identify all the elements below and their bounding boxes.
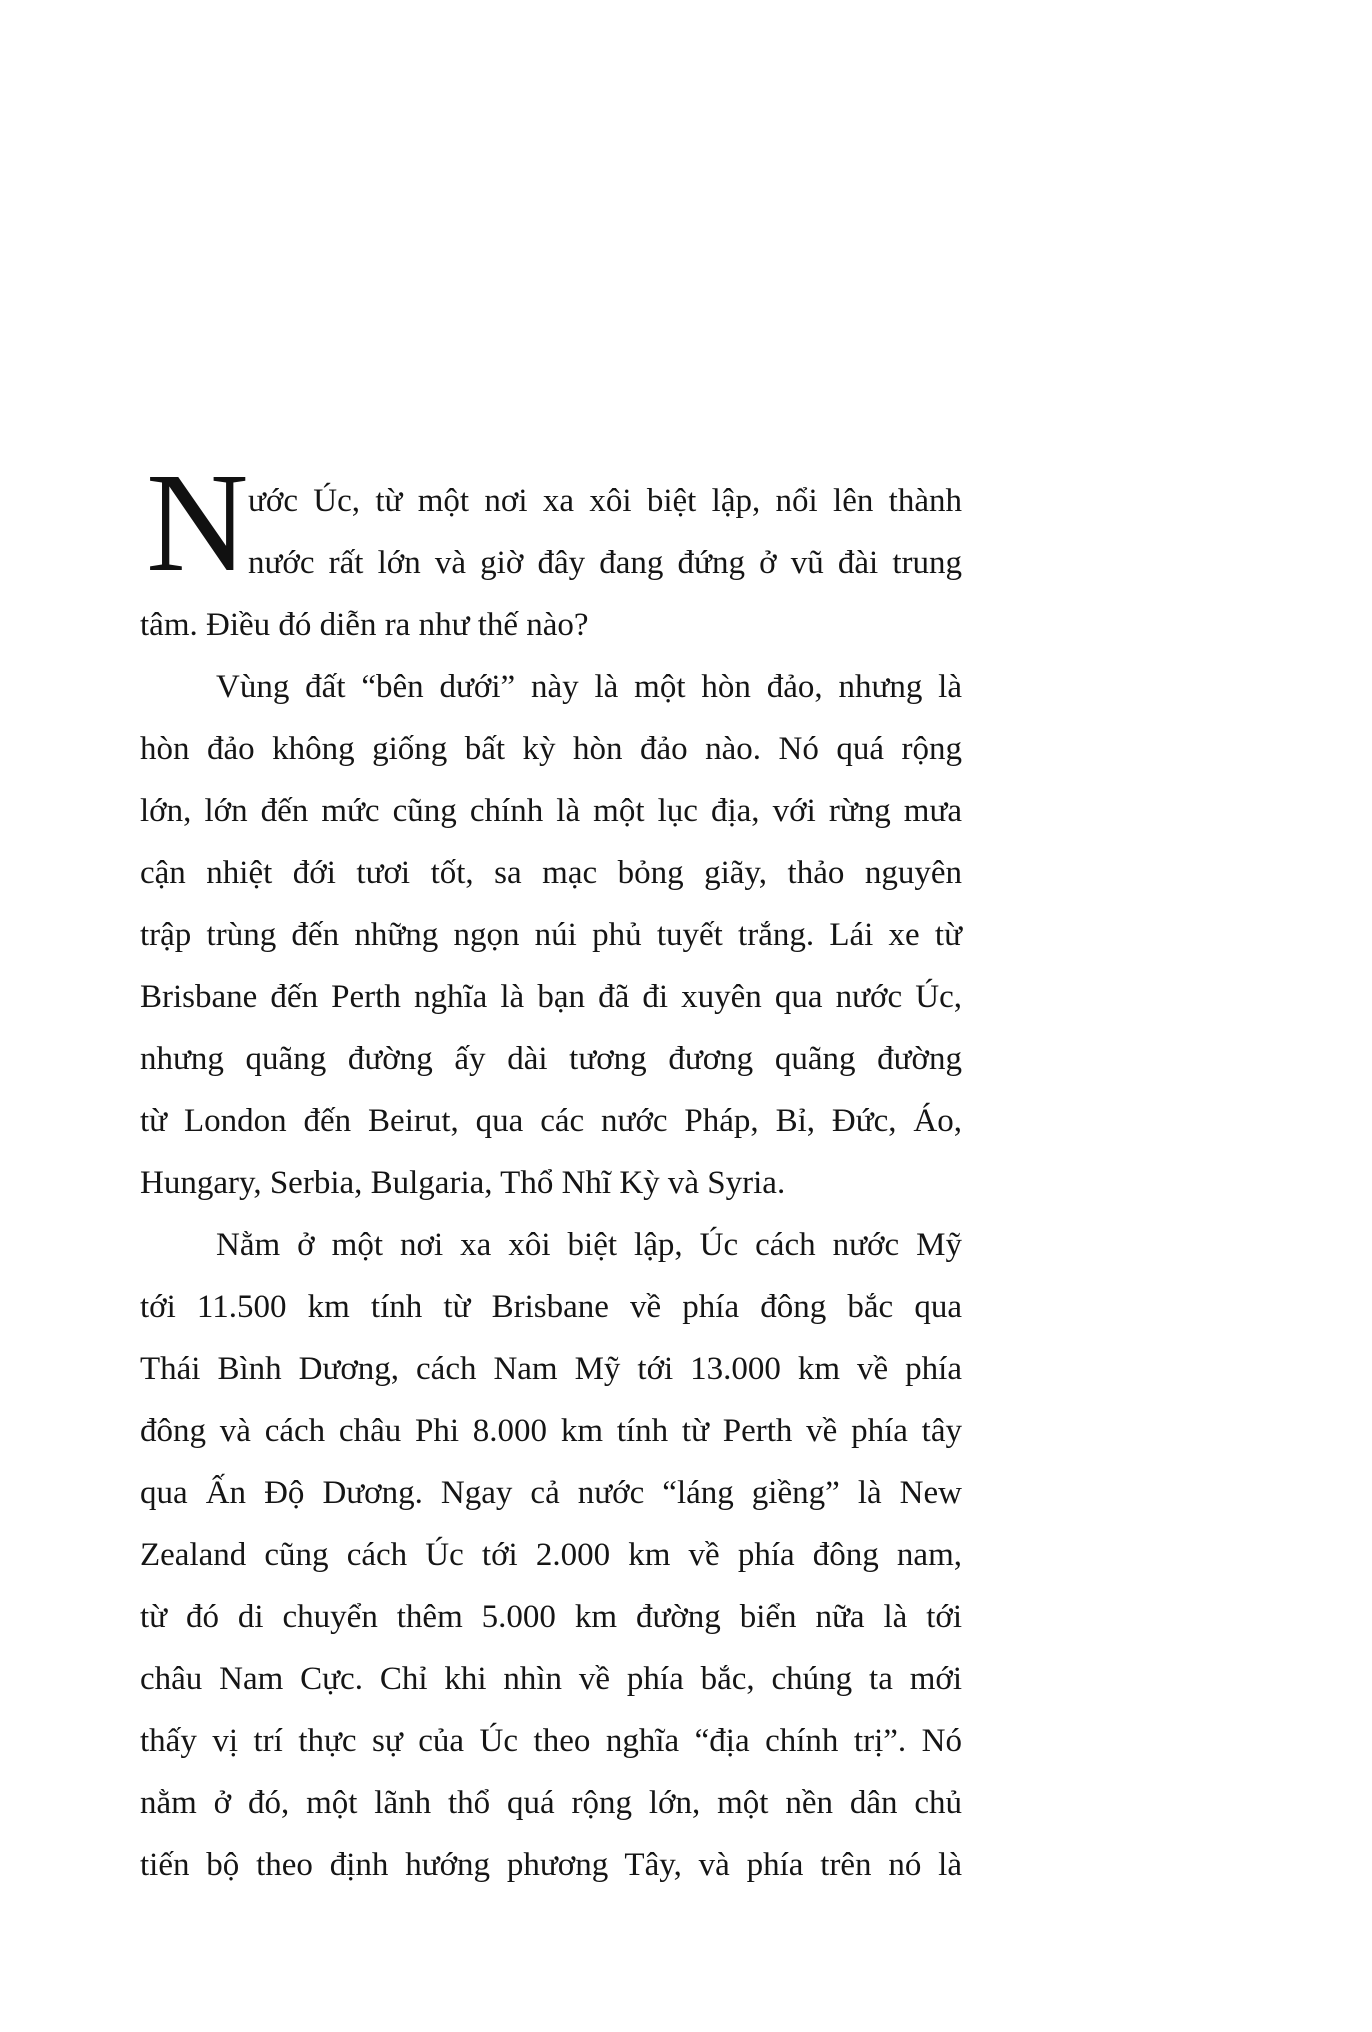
text-line: qua Ấn Độ Dương. Ngay cả nước “láng giềng” là New: [140, 1475, 962, 1511]
text-line: Nằm ở một nơi xa xôi biệt lập, Úc cách nước Mỹ: [216, 1227, 962, 1263]
text-line: từ đó di chuyển thêm 5.000 km đường biển nữa là tới: [140, 1599, 962, 1635]
text-line: Thái Bình Dương, cách Nam Mỹ tới 13.000 km về phía: [140, 1351, 962, 1387]
text-line: tâm. Điều đó diễn ra như thế nào?: [140, 607, 589, 643]
text-line: thấy vị trí thực sự của Úc theo nghĩa “địa chính trị”. Nó: [140, 1723, 962, 1759]
text-line: Brisbane đến Perth nghĩa là bạn đã đi xuyên qua nước Úc,: [140, 979, 962, 1015]
text-line: tới 11.500 km tính từ Brisbane về phía đông bắc qua: [140, 1289, 962, 1325]
text-line: nằm ở đó, một lãnh thổ quá rộng lớn, một nền dân chủ: [140, 1785, 962, 1821]
text-line: tiến bộ theo định hướng phương Tây, và phía trên nó là: [140, 1847, 962, 1883]
text-line: Vùng đất “bên dưới” này là một hòn đảo, nhưng là: [216, 669, 962, 705]
text-line: đông và cách châu Phi 8.000 km tính từ Perth về phía tây: [140, 1413, 962, 1449]
text-line: nhưng quãng đường ấy dài tương đương quãng đường: [140, 1041, 962, 1077]
text-line: ước Úc, từ một nơi xa xôi biệt lập, nổi lên thành: [248, 483, 962, 519]
text-line: cận nhiệt đới tươi tốt, sa mạc bỏng giãy, thảo nguyên: [140, 855, 962, 891]
paragraph: [140, 470, 962, 656]
text-line: trập trùng đến những ngọn núi phủ tuyết trắng. Lái xe từ: [140, 917, 962, 953]
text-line: nước rất lớn và giờ đây đang đứng ở vũ đài trung: [248, 545, 962, 581]
dropcap-letter: N: [146, 443, 249, 601]
text-line: Zealand cũng cách Úc tới 2.000 km về phía đông nam,: [140, 1537, 962, 1573]
text-line: hòn đảo không giống bất kỳ hòn đảo nào. Nó quá rộng: [140, 731, 962, 767]
paragraph: [140, 656, 962, 1214]
text-line: châu Nam Cực. Chỉ khi nhìn về phía bắc, chúng ta mới: [140, 1661, 962, 1697]
paragraph: [140, 1214, 962, 1896]
text-block: [140, 443, 962, 1896]
text-line: từ London đến Beirut, qua các nước Pháp, Bỉ, Đức, Áo,: [140, 1103, 962, 1139]
text-line: Hungary, Serbia, Bulgaria, Thổ Nhĩ Kỳ và Syria.: [140, 1165, 786, 1201]
text-line: lớn, lớn đến mức cũng chính là một lục địa, với rừng mưa: [140, 793, 962, 829]
